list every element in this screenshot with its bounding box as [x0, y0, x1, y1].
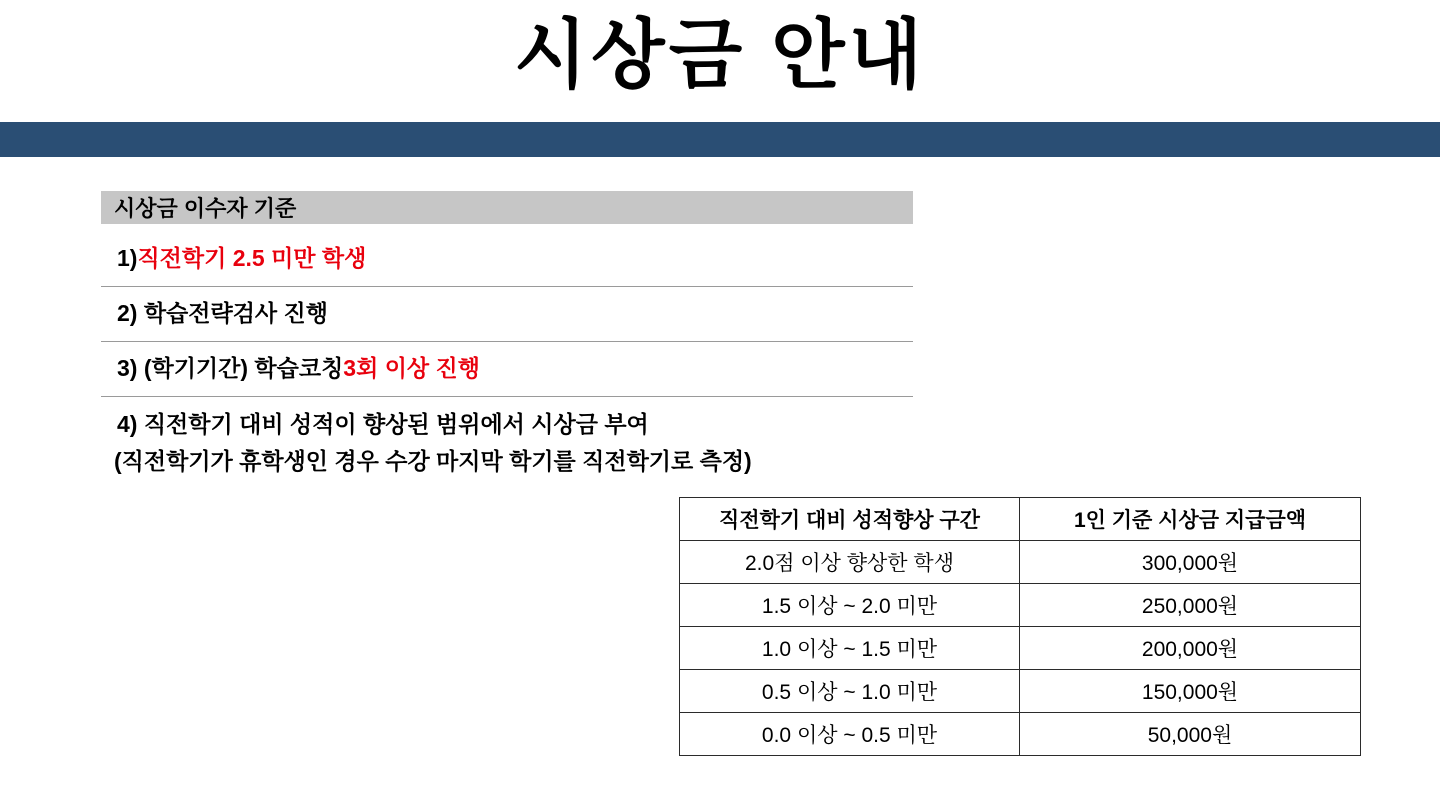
list-item: [101, 232, 913, 287]
title-divider-bar: [0, 122, 1440, 157]
table-row: [680, 541, 1361, 584]
criteria-2-prefix: 2) 학습전략검사 진행: [117, 300, 328, 327]
section-header-label: 시상금 이수자 기준: [114, 196, 297, 221]
list-item: [101, 287, 913, 342]
criteria-3-highlight: 3회 이상 진행: [343, 355, 480, 382]
criteria-4-line2: (직전학기가 휴학생인 경우 수강 마지막 학기를 직전학기로 측정): [114, 448, 752, 475]
table-row: [680, 627, 1361, 670]
list-item: [101, 397, 913, 479]
table-row: [680, 713, 1361, 756]
award-amount-table: [679, 497, 1361, 756]
cell-amount: 300,000원: [1020, 541, 1361, 584]
column-header-amount: 1인 기준 시상금 지급금액: [1020, 498, 1361, 541]
column-header-range: 직전학기 대비 성적향상 구간: [680, 498, 1020, 541]
cell-range: 2.0점 이상 향상한 학생: [680, 541, 1020, 584]
criteria-4-line1: 4) 직전학기 대비 성적이 향상된 범위에서 시상금 부여: [117, 411, 649, 437]
table-header-row: [680, 498, 1361, 541]
cell-range: 0.0 이상 ~ 0.5 미만: [680, 713, 1020, 756]
cell-amount: 150,000원: [1020, 670, 1361, 713]
cell-amount: 50,000원: [1020, 713, 1361, 756]
cell-amount: 250,000원: [1020, 584, 1361, 627]
cell-amount: 200,000원: [1020, 627, 1361, 670]
criteria-1-prefix: 1): [117, 245, 138, 272]
list-item: [101, 342, 913, 397]
criteria-1-highlight: 직전학기 2.5 미만 학생: [137, 245, 367, 272]
table-row: [680, 670, 1361, 713]
criteria-list: [101, 232, 913, 479]
cell-range: 1.0 이상 ~ 1.5 미만: [680, 627, 1020, 670]
table-row: [680, 584, 1361, 627]
cell-range: 1.5 이상 ~ 2.0 미만: [680, 584, 1020, 627]
cell-range: 0.5 이상 ~ 1.0 미만: [680, 670, 1020, 713]
section-header: [101, 191, 913, 224]
page-title: 시상금 안내: [513, 13, 927, 98]
criteria-3-prefix: 3) (학기기간) 학습코칭: [117, 355, 344, 382]
